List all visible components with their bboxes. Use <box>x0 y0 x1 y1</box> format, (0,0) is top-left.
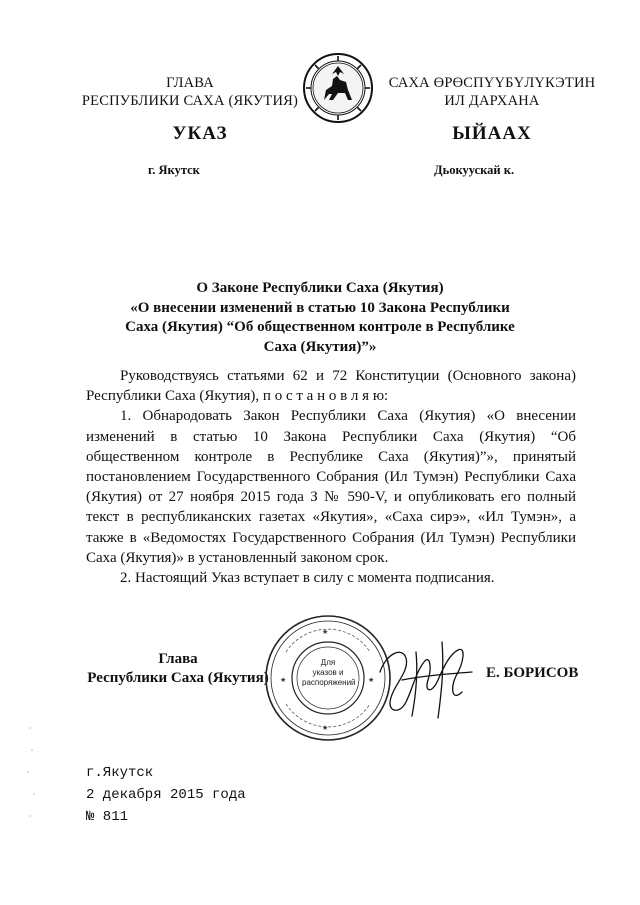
stamp-center-line1: Для <box>320 658 336 667</box>
body-paragraph-preamble: Руководствуясь статьями 62 и 72 Конституции (Основного закона) Республики Саха (Якутия), п о с т а н о в л я ю: <box>86 368 576 405</box>
body-paragraph-item-1: 1. Обнародовать Закон Республики Саха (Якутия) «О внесении изменений в статью 10 Закона Республики Саха (Якутия) “Об общественном контроле в Республике Саха (Якутия)”», принятый постановлением Государственного Собрания (Ил Тумэн) Республики Саха (Якутия) от 27 ноября 2015 года З № 590-V, и опубликовать его полный текст в республиканских газетах «Якутия», «Саха сирэ», «Ил Тумэн», а также в «Ведомостях Государственного Собрания (Ил Тумэн) Республики Саха (Якутия)» в установленный законом срок. <box>86 408 576 566</box>
doc-type-yakut: ЫЙААХ <box>452 123 532 144</box>
header-city-yakut: Дьокуускай к. <box>434 163 515 177</box>
signature-position-line1: Глава <box>158 651 198 667</box>
handwritten-signature <box>372 632 482 722</box>
svg-text:★: ★ <box>322 628 329 636</box>
svg-text:★: ★ <box>322 724 329 732</box>
signatory-name: Е. БОРИСОВ <box>486 665 579 681</box>
signature-position-line2: Республики Саха (Якутия) <box>87 670 269 686</box>
signature-position <box>86 650 270 688</box>
body-paragraph-item-2: 2. Настоящий Указ вступает в силу с момента подписания. <box>120 570 495 587</box>
header-right <box>368 74 616 110</box>
header-city-russian: г. Якутск <box>148 163 200 177</box>
coat-of-arms-emblem <box>302 52 374 124</box>
header-right-line1: САХА ӨРӨСПҮҮБҮЛҮКЭТИН <box>388 75 596 91</box>
registration-city: г.Якутск <box>86 765 154 781</box>
header-left <box>70 74 310 110</box>
title-line1: О Законе Республики Саха (Якутия) <box>196 280 444 296</box>
header-right-line2: ИЛ ДАРХАНА <box>444 93 540 109</box>
scan-margin-artifacts <box>8 720 48 830</box>
title-line3: Саха (Якутия) “Об общественном контроле в Республике <box>125 319 515 335</box>
stamp-center-text <box>302 658 354 688</box>
svg-text:★: ★ <box>368 676 375 684</box>
svg-text:★: ★ <box>280 676 287 684</box>
document-title <box>80 279 560 357</box>
registration-number: № 811 <box>86 809 129 825</box>
document-body <box>86 366 576 588</box>
header-left-line2: РЕСПУБЛИКИ САХА (ЯКУТИЯ) <box>81 93 299 109</box>
registration-info <box>86 762 246 828</box>
stamp-center-line2: указов и <box>312 668 344 677</box>
registration-date: 2 декабря 2015 года <box>86 787 246 803</box>
title-line4: Саха (Якутия)”» <box>263 338 377 355</box>
doc-type-russian: УКАЗ <box>172 123 228 144</box>
header-left-line1: ГЛАВА <box>166 75 214 91</box>
stamp-center-line3: распоряжений <box>302 678 356 687</box>
title-line2: «О внесении изменений в статью 10 Закона Республики <box>130 299 510 316</box>
